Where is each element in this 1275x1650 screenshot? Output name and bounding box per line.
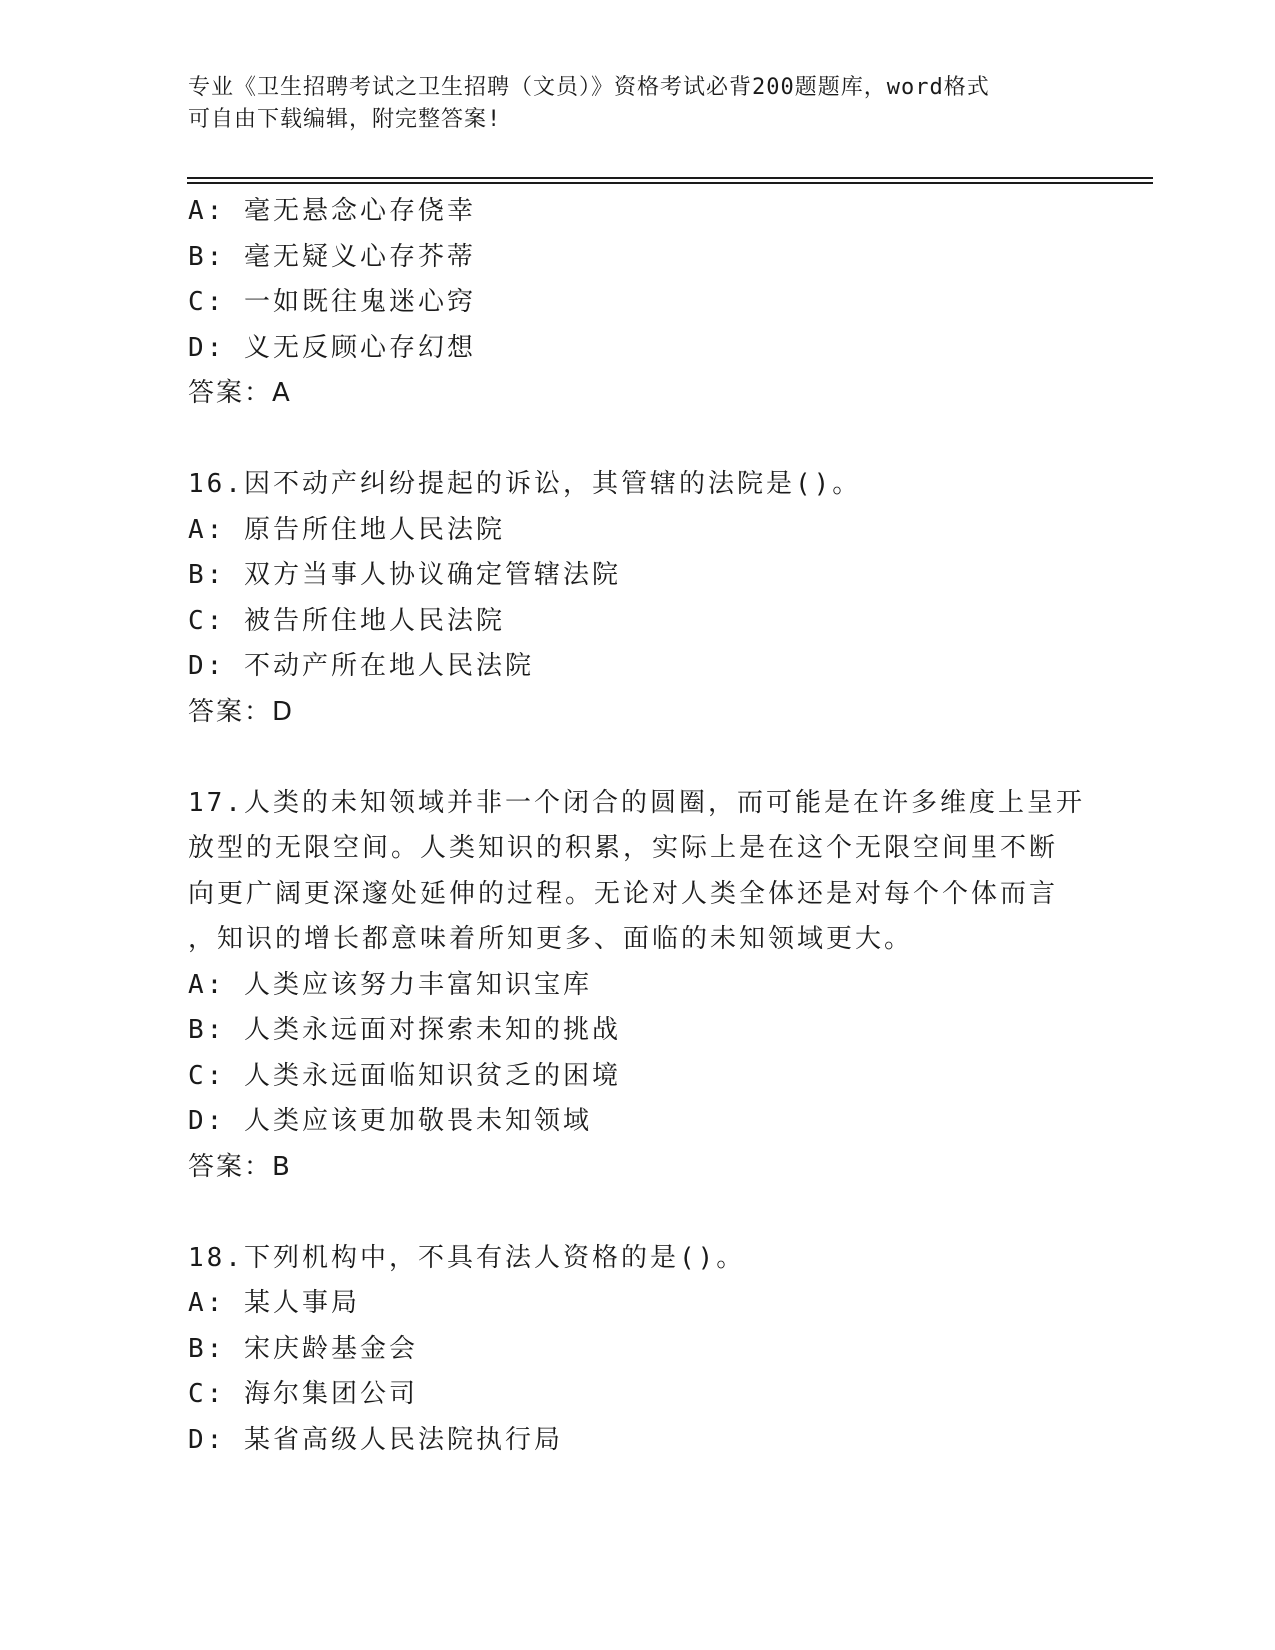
q17-option-d: D: 人类应该更加敬畏未知领域: [188, 1106, 592, 1136]
q15-option-c: C: 一如既往鬼迷心窍: [188, 287, 476, 317]
q18-option-a: A: 某人事局: [188, 1288, 360, 1318]
spacer: [188, 417, 1088, 463]
q15-option-a: A: 毫无悬念心存侥幸: [188, 196, 476, 226]
question-16-block: [188, 462, 1088, 735]
q15-answer: 答案：A: [188, 378, 292, 408]
q18-option-c: C: 海尔集团公司: [188, 1379, 418, 1409]
q17-option-c: C: 人类永远面临知识贫乏的困境: [188, 1060, 621, 1091]
q17-stem-line-4: ，知识的增长都意味着所知更多、面临的未知领域更大。: [188, 924, 914, 954]
q16-option-d: D: 不动产所在地人民法院: [188, 651, 534, 681]
q16-option-a: A: 原告所住地人民法院: [188, 514, 505, 545]
header-line-2: 可自由下载编辑，附完整答案!: [188, 107, 502, 132]
header-rule-top: [187, 177, 1153, 179]
spacer: [188, 1190, 1088, 1236]
q15-option-d: D: 义无反顾心存幻想: [188, 332, 476, 363]
q16-option-b: B: 双方当事人协议确定管辖法院: [188, 560, 621, 590]
q16-answer: 答案：D: [188, 696, 295, 727]
q18-option-d: D: 某省高级人民法院执行局: [188, 1424, 563, 1455]
q17-option-b: B: 人类永远面对探索未知的挑战: [188, 1015, 621, 1045]
document-body: [188, 189, 1088, 1463]
question-18-block: [188, 1236, 1088, 1464]
header-rule-bottom: [187, 182, 1153, 184]
q17-option-a: A: 人类应该努力丰富知识宝库: [188, 969, 592, 1000]
q17-stem-line-1: 17.人类的未知领域并非一个闭合的圆圈，而可能是在许多维度上呈开: [188, 787, 1085, 818]
q16-stem: 16.因不动产纠纷提起的诉讼，其管辖的法院是()。: [188, 469, 862, 499]
q17-answer: 答案：B: [188, 1151, 292, 1182]
document-header: [188, 72, 1068, 136]
q16-option-c: C: 被告所住地人民法院: [188, 605, 505, 636]
q15-option-b: B: 毫无疑义心存芥蒂: [188, 241, 476, 272]
q17-stem-line-3: 向更广阔更深邃处延伸的过程。无论对人类全体还是对每个个体而言: [188, 878, 1059, 909]
header-line-1: 专业《卫生招聘考试之卫生招聘（文员）》资格考试必背200题题库，word格式: [188, 75, 990, 100]
spacer: [188, 735, 1088, 781]
q17-stem-line-2: 放型的无限空间。人类知识的积累，实际上是在这个无限空间里不断: [188, 833, 1059, 863]
question-15-block: [188, 189, 1088, 417]
question-17-block: [188, 781, 1088, 1191]
q18-option-b: B: 宋庆龄基金会: [188, 1333, 418, 1364]
q18-stem: 18.下列机构中，不具有法人资格的是()。: [188, 1242, 746, 1273]
